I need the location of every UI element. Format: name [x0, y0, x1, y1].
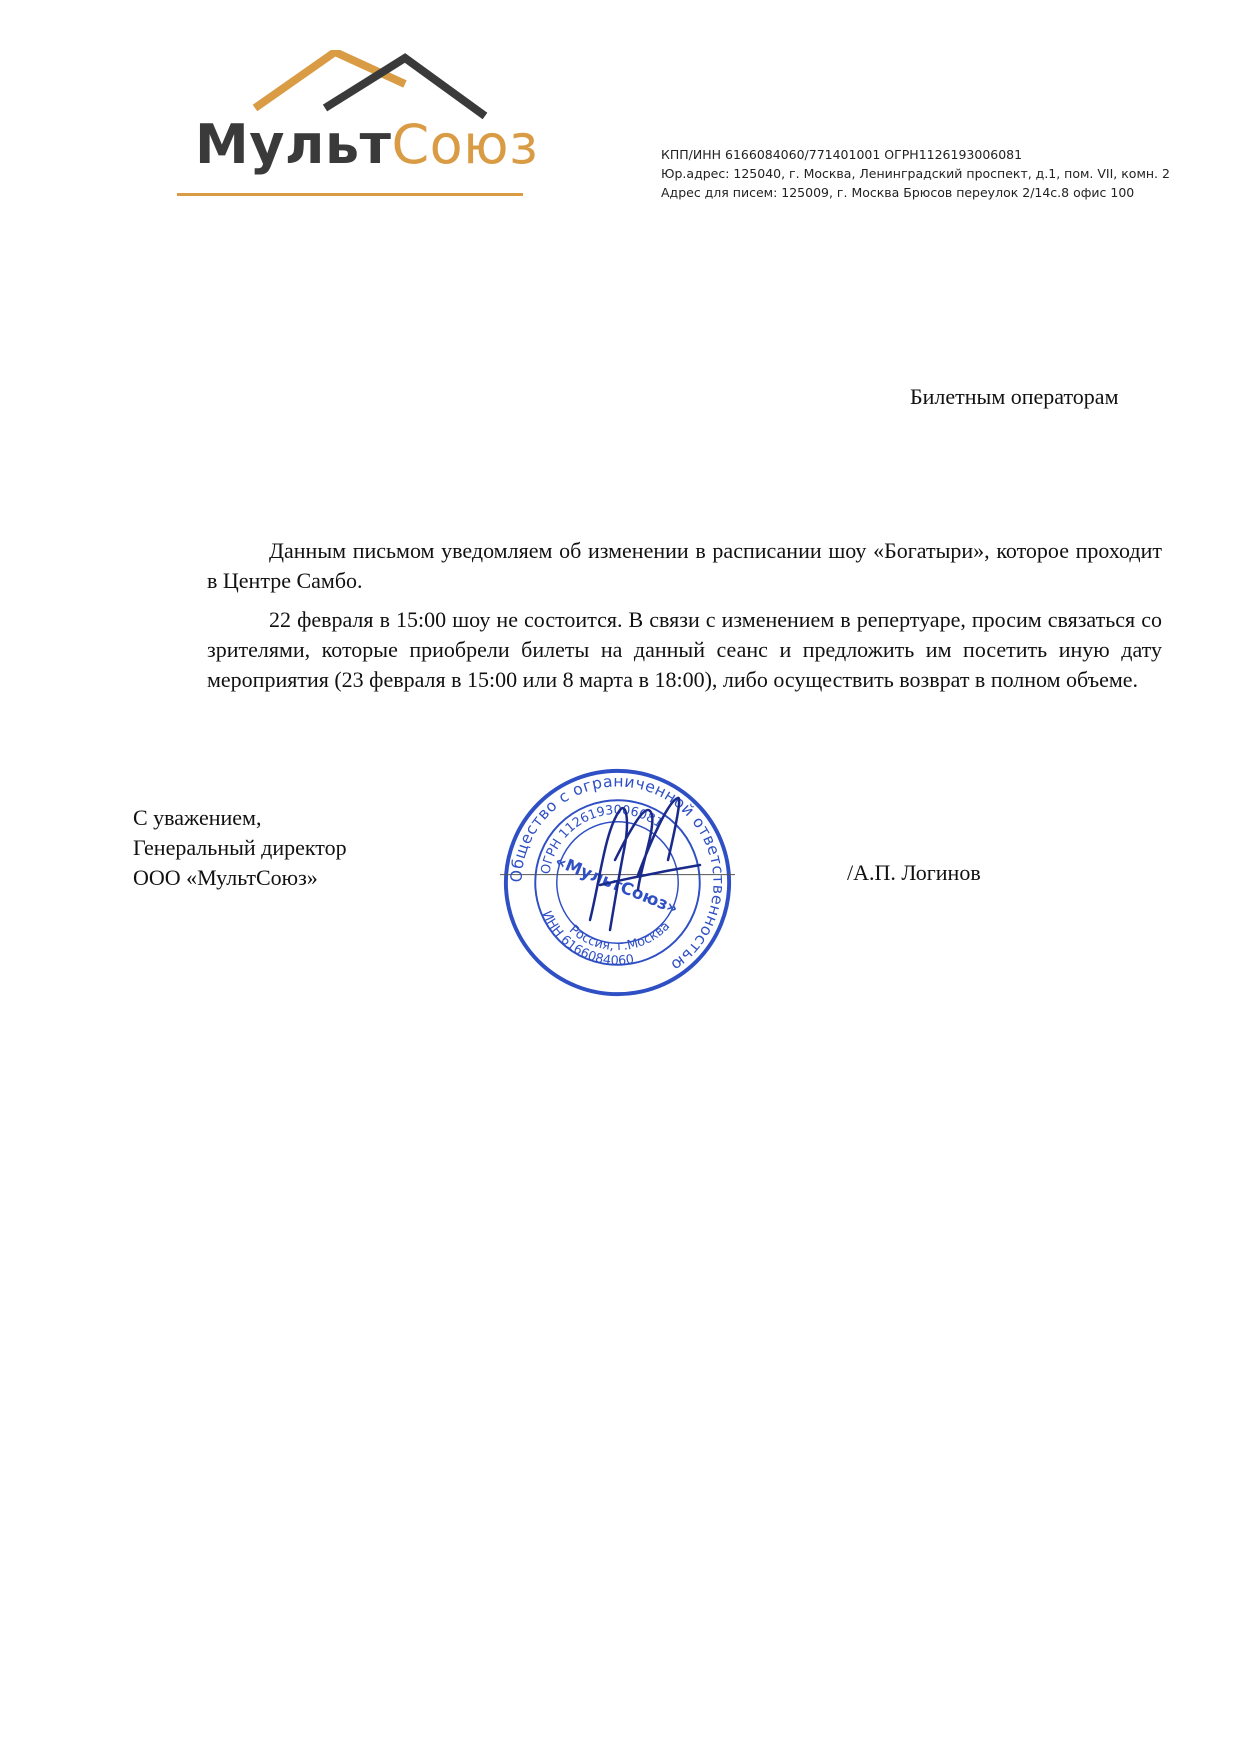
- closing-phrase: С уважением,: [133, 805, 262, 830]
- requisites-tax-ids: КПП/ИНН 6166084060/771401001 ОГРН1126193006081: [661, 147, 1023, 162]
- company-requisites: [661, 145, 1170, 202]
- requisites-legal-address: Юр.адрес: 125040, г. Москва, Ленинградский проспект, д.1, пом. VII, комн. 2: [661, 166, 1170, 181]
- logo-wordmark-part1: Мульт: [195, 113, 392, 176]
- handwritten-signature: [560, 790, 710, 940]
- roof-logo-icon: [175, 50, 525, 120]
- stamp-ring-text: Общество с ограниченной ответственностью: [506, 771, 729, 976]
- body-paragraph: Данным письмом уведомляем об изменении в расписании шоу «Богатыри», которое проходит в Центре Самбо.: [207, 538, 1162, 593]
- logo-wordmark-part2: Союз: [391, 113, 539, 176]
- signer-name: /А.П. Логинов: [847, 860, 981, 885]
- stamp-center-text: «МультСоюз»: [552, 851, 681, 918]
- logo-wordmark: [195, 113, 539, 176]
- requisites-mail-address: Адрес для писем: 125009, г. Москва Брюсов переулок 2/14с.8 офис 100: [661, 185, 1135, 200]
- stamp-ogrn-text: ОГРН 1126193006081: [537, 801, 666, 876]
- company-logo: [175, 50, 539, 200]
- signer-company: ООО «МультСоюз»: [133, 865, 318, 890]
- stamp-city-text: Россия, г.Москва: [566, 918, 673, 954]
- signer-position: Генеральный директор: [133, 835, 347, 860]
- addressee: Билетным операторам: [910, 384, 1119, 409]
- logo-underline: [177, 193, 523, 196]
- letter-body: [207, 536, 1162, 704]
- body-paragraph: 22 февраля в 15:00 шоу не состоится. В связи с изменением в репертуаре, просим связаться со зрителями, которые приобрели билеты на данный сеанс и предложить им посетить иную дату мероприятия (23 февраля в 15:00 или 8 марта в 18:00), либо осуществить возврат в полном объеме.: [207, 607, 1162, 692]
- closing-block: [133, 803, 347, 893]
- stamp-inn-text: ИНН 6166084060: [539, 908, 636, 968]
